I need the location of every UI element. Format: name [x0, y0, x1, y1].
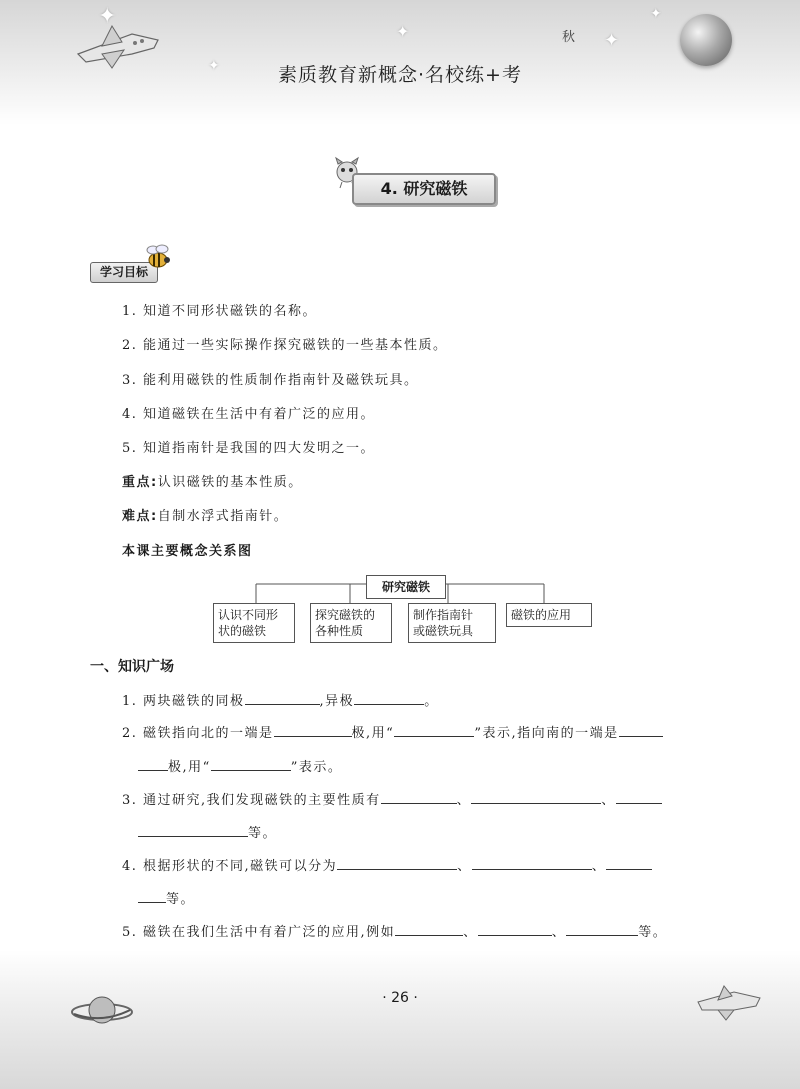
globe-icon [680, 14, 732, 66]
question-4 [122, 855, 652, 874]
question-text: ,异极 [319, 694, 355, 709]
answer-blank[interactable] [354, 690, 424, 705]
lesson-title: 4. 研究磁铁 [352, 173, 496, 205]
answer-blank[interactable] [337, 855, 457, 870]
question-text: ”表示,指向南的一端是 [474, 726, 619, 741]
concept-map-node [310, 603, 392, 643]
star-icon: ✦ [396, 22, 410, 41]
objective-item: 3. 能利用磁铁的性质制作指南针及磁铁玩具。 [122, 373, 419, 388]
answer-blank[interactable] [471, 789, 601, 804]
answer-blank[interactable] [381, 789, 457, 804]
node-line: 或磁铁玩具 [413, 624, 474, 638]
question-text: 、 [551, 925, 567, 940]
question-2-continued [138, 756, 342, 775]
objective-item: 5. 知道指南针是我国的四大发明之一。 [122, 441, 376, 456]
question-text: 、 [456, 793, 472, 808]
node-line: 认识不同形 [218, 608, 279, 622]
question-text: 等。 [166, 892, 196, 907]
answer-blank[interactable] [472, 855, 592, 870]
question-text: 2. 磁铁指向北的一端是 [122, 726, 274, 741]
bee-icon [140, 240, 174, 274]
question-1 [122, 690, 439, 709]
key-point [122, 471, 303, 490]
question-text: 极,用“ [351, 726, 395, 741]
difficult-point [122, 505, 288, 524]
node-line: 磁铁的应用 [511, 608, 572, 622]
question-text: 。 [424, 694, 439, 709]
star-icon: ✦ [98, 4, 117, 29]
question-5 [122, 921, 667, 940]
question-text: 1. 两块磁铁的同极 [122, 694, 245, 709]
key-point-label: 重点: [122, 475, 158, 490]
question-text: 、 [463, 925, 478, 940]
concept-map-node [213, 603, 295, 643]
difficult-point-label: 难点: [122, 509, 158, 524]
answer-blank[interactable] [138, 888, 166, 903]
question-text: 、 [601, 793, 616, 808]
learning-objectives-tag: 学习目标 [90, 262, 158, 283]
concept-map-node [506, 603, 592, 627]
answer-blank[interactable] [566, 921, 638, 936]
question-text: 5. 磁铁在我们生活中有着广泛的应用,例如 [122, 925, 396, 940]
star-icon: ✦ [604, 30, 620, 51]
key-point-text: 认识磁铁的基本性质。 [157, 475, 303, 490]
concept-map-root: 研究磁铁 [366, 575, 446, 599]
answer-blank[interactable] [606, 855, 652, 870]
book-title: 素质教育新概念·名校练+考 [278, 64, 522, 86]
question-text: 、 [591, 859, 607, 874]
answer-blank[interactable] [138, 822, 248, 837]
question-4-continued [138, 888, 195, 907]
section-heading: 一、知识广场 [90, 659, 174, 675]
node-line: 各种性质 [315, 624, 364, 638]
objective-item: 1. 知道不同形状磁铁的名称。 [122, 304, 318, 319]
answer-blank[interactable] [211, 756, 291, 771]
answer-blank[interactable] [394, 722, 474, 737]
question-text: 等。 [248, 826, 278, 841]
answer-blank[interactable] [274, 722, 352, 737]
answer-blank[interactable] [138, 756, 168, 771]
objective-item: 4. 知道磁铁在生活中有着广泛的应用。 [122, 407, 376, 422]
question-text: 等。 [638, 925, 668, 940]
concept-map-heading: 本课主要概念关系图 [122, 544, 253, 559]
question-2 [122, 722, 663, 741]
question-3-continued [138, 822, 277, 841]
star-icon: ✦ [208, 58, 220, 74]
node-line: 探究磁铁的 [315, 608, 376, 622]
answer-blank[interactable] [395, 921, 463, 936]
question-text: 极,用“ [168, 760, 211, 775]
season-label: 秋 [562, 30, 576, 45]
question-text: 4. 根据形状的不同,磁铁可以分为 [122, 859, 338, 874]
node-line: 状的磁铁 [218, 624, 267, 638]
page-number: · 26 · [382, 990, 418, 1006]
question-text: 3. 通过研究,我们发现磁铁的主要性质有 [122, 793, 381, 808]
question-text: ”表示。 [290, 760, 343, 775]
objective-item: 2. 能通过一些实际操作探究磁铁的一些基本性质。 [122, 338, 448, 353]
answer-blank[interactable] [245, 690, 320, 705]
node-line: 制作指南针 [413, 608, 474, 622]
answer-blank[interactable] [478, 921, 552, 936]
answer-blank[interactable] [616, 789, 662, 804]
answer-blank[interactable] [619, 722, 663, 737]
question-text: 、 [457, 859, 472, 874]
star-icon: ✦ [650, 6, 662, 22]
difficult-point-text: 自制水浮式指南针。 [157, 509, 289, 524]
question-3 [122, 789, 662, 808]
concept-map-node [408, 603, 496, 643]
